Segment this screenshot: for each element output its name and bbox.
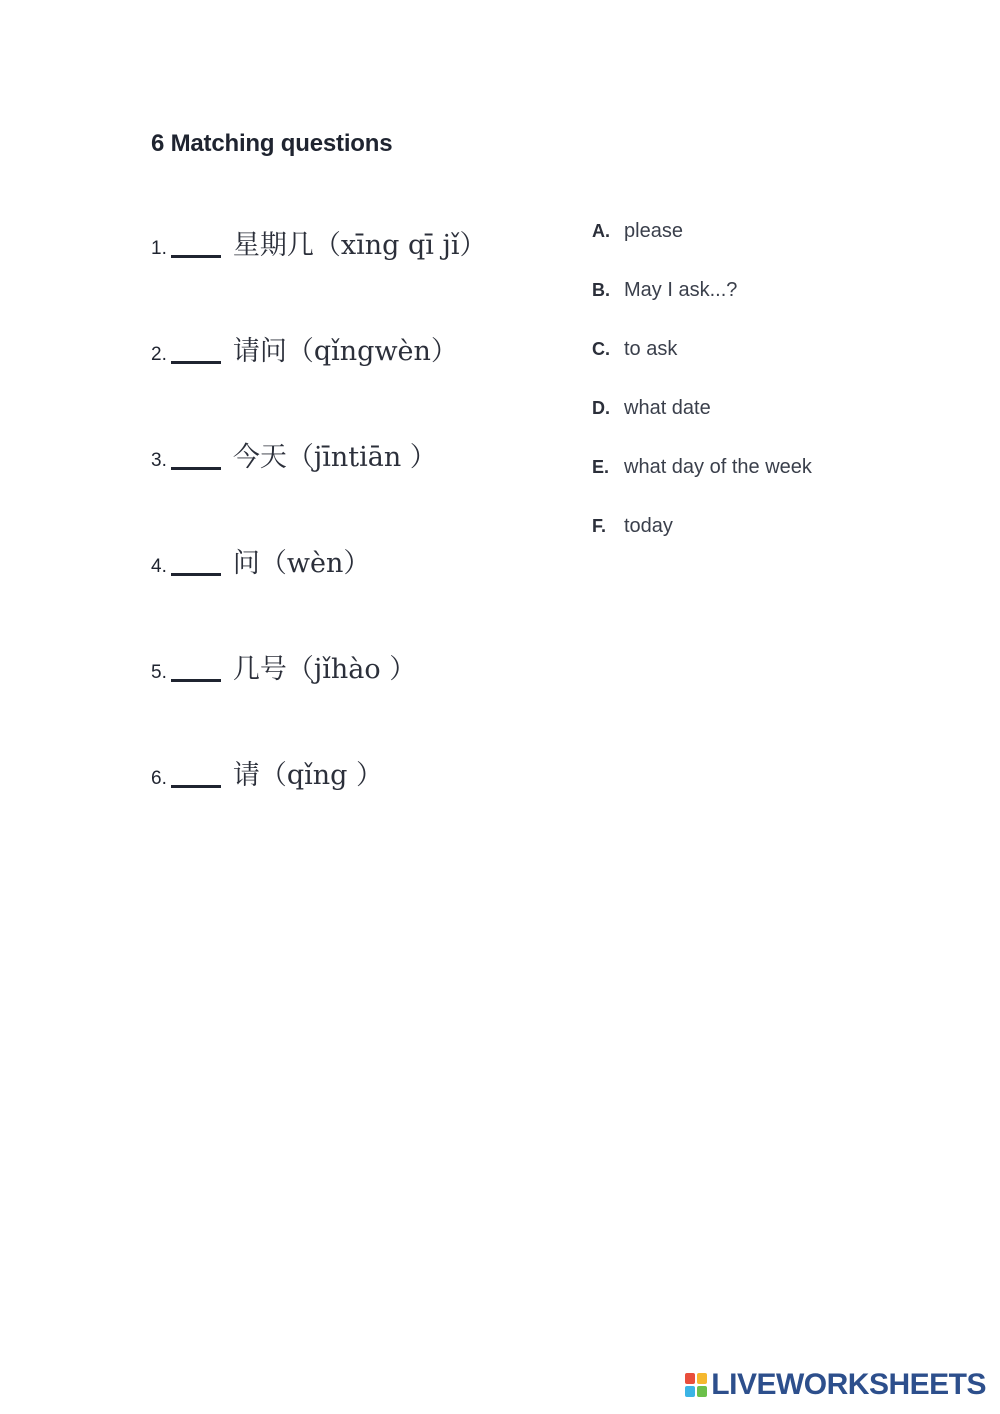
question-number: 2.	[151, 344, 167, 365]
question-number: 5.	[151, 662, 167, 683]
answer-letter: A.	[592, 220, 610, 241]
question-term: 几号（jǐhào ）	[232, 654, 417, 685]
question-term: 请（qǐng ）	[232, 760, 384, 791]
answer-option	[592, 214, 683, 248]
answer-text: to ask	[624, 337, 678, 360]
question-number: 6.	[151, 768, 167, 789]
answer-option	[592, 273, 737, 307]
question-term: 问（wèn）	[232, 548, 371, 579]
answer-blank[interactable]	[171, 331, 221, 364]
answer-blank[interactable]	[171, 755, 221, 788]
answer-option	[592, 509, 673, 543]
answer-text: please	[624, 219, 683, 242]
question-term: 今天（jīntiān ）	[232, 442, 437, 473]
answer-blank[interactable]	[171, 649, 221, 682]
answer-text: today	[624, 514, 673, 537]
logo-tile	[685, 1386, 695, 1397]
liveworksheets-logo	[685, 1368, 986, 1402]
page-title: 6 Matching questions	[151, 130, 393, 157]
question-item	[151, 640, 416, 690]
logo-tile	[697, 1386, 707, 1397]
answer-option	[592, 391, 711, 425]
answer-option	[592, 450, 812, 484]
answer-text: what day of the week	[624, 455, 812, 478]
logo-tile	[697, 1373, 707, 1384]
answer-letter: C.	[592, 338, 610, 359]
answer-letter: D.	[592, 397, 610, 418]
question-item	[151, 216, 487, 266]
question-term: 星期几（xīng qī jǐ）	[232, 230, 487, 261]
question-number: 3.	[151, 450, 167, 471]
logo-text: LIVEWORKSHEETS	[711, 1368, 986, 1401]
logo-tiles-icon	[685, 1373, 707, 1397]
answer-letter: F.	[592, 515, 607, 536]
answer-text: May I ask...?	[624, 278, 738, 301]
answer-blank[interactable]	[171, 437, 221, 470]
question-item	[151, 322, 458, 372]
question-item	[151, 746, 383, 796]
question-term: 请问（qǐngwèn）	[232, 336, 458, 367]
answer-letter: B.	[592, 279, 610, 300]
answer-blank[interactable]	[171, 543, 221, 576]
answer-letter: E.	[592, 456, 610, 477]
question-item	[151, 428, 437, 478]
question-number: 4.	[151, 556, 167, 577]
question-item	[151, 534, 370, 584]
question-number: 1.	[151, 238, 167, 259]
answer-option	[592, 332, 677, 366]
logo-tile	[685, 1373, 695, 1384]
answer-text: what date	[624, 396, 711, 419]
answer-blank[interactable]	[171, 225, 221, 258]
